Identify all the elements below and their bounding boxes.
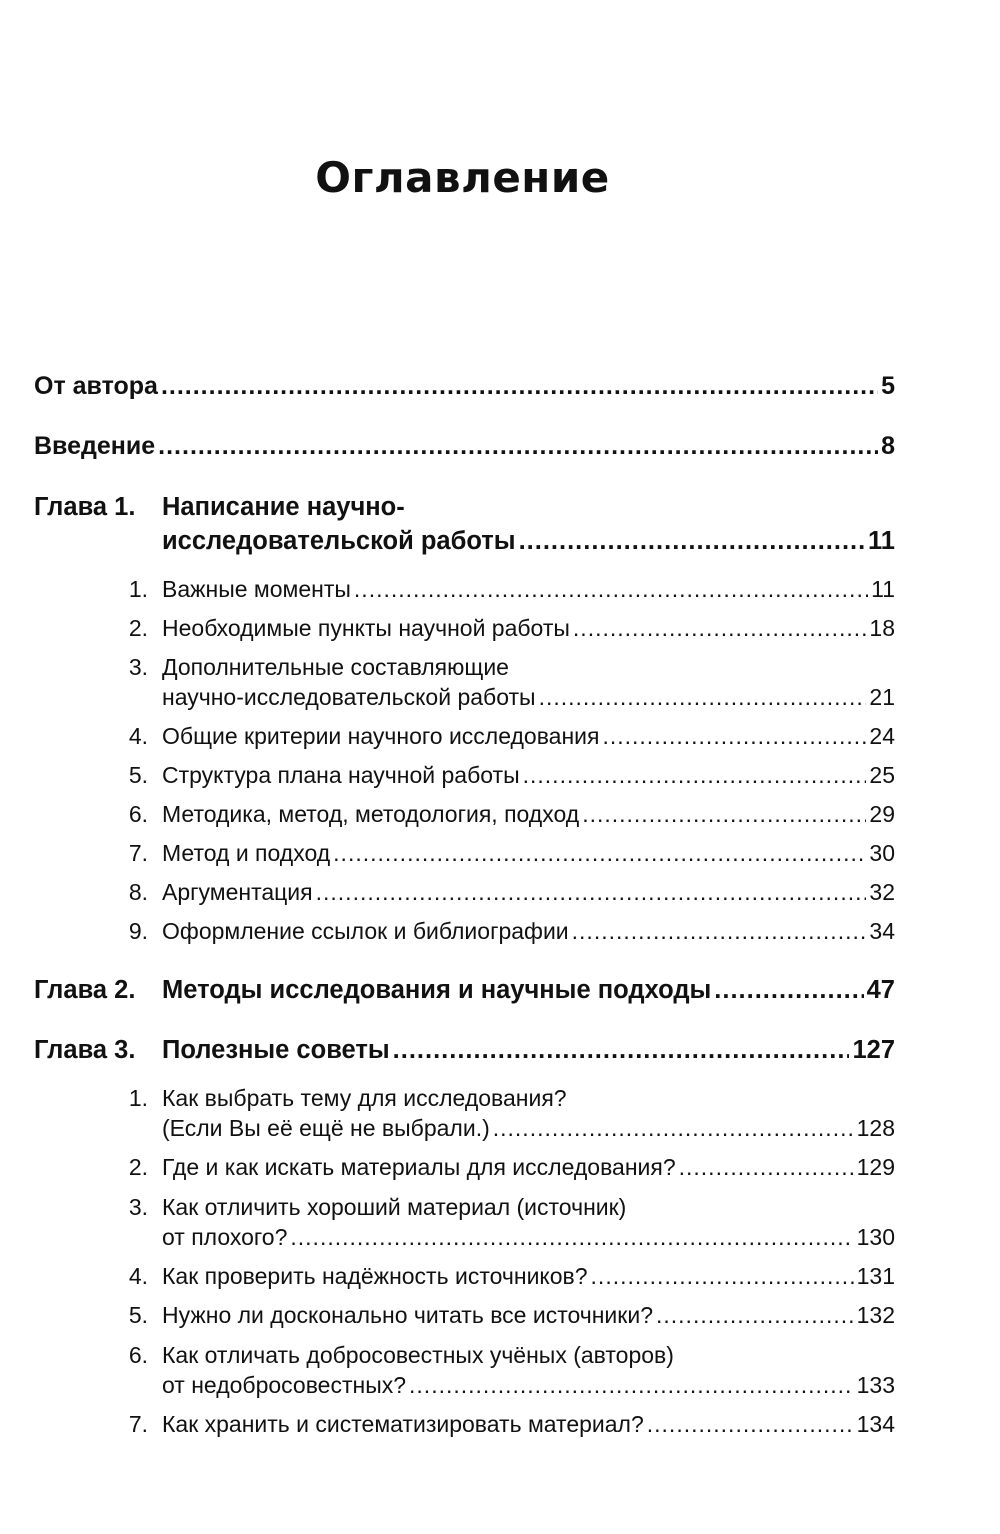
toc-chapter-2[interactable]: [34, 976, 895, 1005]
toc-page-number: 134: [856, 1411, 895, 1437]
toc-entry-title: Важные моменты: [162, 576, 351, 602]
toc-item[interactable]: [124, 762, 895, 789]
dot-leader: [393, 1036, 850, 1065]
item-number: 6.: [128, 1342, 148, 1368]
toc-page-number: 25: [869, 762, 895, 788]
dot-leader: [656, 1302, 854, 1329]
toc-item[interactable]: [124, 1263, 895, 1290]
toc-entry-title: Оформление ссылок и библиографии: [162, 918, 569, 944]
toc-page-number: 133: [856, 1372, 895, 1398]
toc-entry-title: от плохого?: [162, 1224, 288, 1250]
toc-item-line1[interactable]: [124, 1085, 895, 1112]
toc-entry-title: Методика, метод, методология, подход: [162, 801, 580, 827]
item-number: 2.: [128, 1154, 148, 1180]
toc-entry-title: Дополнительные составляющие: [162, 654, 509, 680]
item-number: 3.: [128, 1194, 148, 1220]
toc-entry-intro[interactable]: [34, 432, 895, 461]
toc-item[interactable]: [124, 918, 895, 945]
item-number: 7.: [128, 840, 148, 866]
toc-entry-title: исследовательской работы: [162, 527, 516, 555]
toc-item[interactable]: [162, 684, 895, 711]
dot-leader: [493, 1115, 854, 1142]
item-number: 9.: [128, 918, 148, 944]
page-title: Оглавление: [315, 153, 610, 202]
dot-leader: [714, 976, 863, 1005]
toc-entry-title: От автора: [34, 372, 158, 400]
toc-entry-title: Как выбрать тему для исследования?: [162, 1085, 567, 1111]
item-number: 4.: [128, 723, 148, 749]
toc-entry-title: Написание научно-: [162, 493, 405, 521]
toc-entry-title: Структура плана научной работы: [162, 762, 520, 788]
dot-leader: [572, 918, 867, 945]
item-number: 2.: [128, 615, 148, 641]
toc-entry-title: Как хранить и систематизировать материал?: [162, 1411, 644, 1437]
item-number: 1.: [128, 576, 148, 602]
toc-item[interactable]: [124, 840, 895, 867]
toc-page-number: 30: [869, 840, 895, 866]
dot-leader: [158, 432, 878, 461]
item-number: 6.: [128, 801, 148, 827]
toc-item[interactable]: [124, 723, 895, 750]
item-number: 8.: [128, 879, 148, 905]
toc-page-number: 130: [856, 1224, 895, 1250]
toc-page-number: 21: [869, 684, 895, 710]
dot-leader: [161, 372, 878, 401]
item-number: 5.: [128, 762, 148, 788]
toc-item-line1[interactable]: [124, 654, 895, 681]
toc-item[interactable]: [162, 1115, 895, 1142]
dot-leader: [539, 684, 867, 711]
toc-page-number: 24: [869, 723, 895, 749]
dot-leader: [679, 1154, 854, 1181]
dot-leader: [354, 576, 868, 603]
item-number: 7.: [128, 1411, 148, 1437]
toc-item[interactable]: [162, 1224, 895, 1251]
item-number: 1.: [128, 1085, 148, 1111]
dot-leader: [523, 762, 867, 789]
toc-page-number: 129: [856, 1154, 895, 1180]
toc-entry-title: научно-исследовательской работы: [162, 684, 536, 710]
dot-leader: [316, 879, 867, 906]
toc-entry-title: Метод и подход: [162, 840, 331, 866]
toc-item-line1[interactable]: [124, 1342, 895, 1369]
toc-page-number: 32: [869, 879, 895, 905]
toc-entry-title: Введение: [34, 432, 156, 460]
toc-page-number: 29: [869, 801, 895, 827]
toc-page-number: 34: [869, 918, 895, 944]
dot-leader: [647, 1411, 854, 1438]
toc-chapter-1-line1[interactable]: [34, 493, 895, 522]
toc-item[interactable]: [124, 879, 895, 906]
toc-page-number: 8: [881, 432, 895, 460]
dot-leader: [591, 1263, 854, 1290]
toc-item[interactable]: [124, 801, 895, 828]
dot-leader: [602, 723, 866, 750]
toc-entry-title: Общие критерии научного исследования: [162, 723, 600, 749]
toc-page-number: 5: [881, 372, 895, 400]
toc-entry-title: Как отличить хороший материал (источник): [162, 1194, 627, 1220]
toc-entry-title: Как проверить надёжность источников?: [162, 1263, 588, 1289]
item-number: 3.: [128, 654, 148, 680]
dot-leader: [333, 840, 866, 867]
toc-page-number: 11: [871, 576, 895, 602]
toc-item[interactable]: [124, 1154, 895, 1181]
chapter-label: Глава 1.: [34, 493, 136, 521]
toc-entry-title: Как отличать добросовестных учёных (авторов): [162, 1342, 674, 1368]
dot-leader: [519, 527, 865, 556]
toc-page-number: 47: [866, 976, 895, 1004]
toc-item-line1[interactable]: [124, 1194, 895, 1221]
toc-chapter-3[interactable]: [34, 1036, 895, 1065]
toc-page-number: 131: [856, 1263, 895, 1289]
toc-page-number: 132: [856, 1302, 895, 1328]
toc-item[interactable]: [124, 1302, 895, 1329]
toc-page-number: 127: [852, 1036, 895, 1064]
toc-entry-title: Нужно ли досконально читать все источники?: [162, 1302, 653, 1328]
toc-entry-title: (Если Вы её ещё не выбрали.): [162, 1115, 490, 1141]
toc-item[interactable]: [162, 1372, 895, 1399]
toc-page-number: 18: [869, 615, 895, 641]
toc-page-number: 11: [868, 527, 895, 555]
dot-leader: [290, 1224, 853, 1251]
toc-entry-author[interactable]: [34, 372, 895, 401]
toc-item[interactable]: [124, 615, 895, 642]
toc-entry-title: Аргументация: [162, 879, 313, 905]
toc-item[interactable]: [124, 576, 895, 603]
toc-entry-title: Где и как искать материалы для исследования?: [162, 1154, 676, 1180]
toc-entry-title: Полезные советы: [162, 1036, 390, 1064]
toc-page-number: 128: [856, 1115, 895, 1141]
toc-entry-title: от недобросовестных?: [162, 1372, 407, 1398]
toc-entry-title: Методы исследования и научные подходы: [162, 976, 712, 1004]
chapter-label: Глава 3.: [34, 1036, 136, 1064]
chapter-label: Глава 2.: [34, 976, 136, 1004]
dot-leader: [573, 615, 866, 642]
dot-leader: [582, 801, 866, 828]
toc-chapter-1[interactable]: [162, 527, 895, 556]
dot-leader: [409, 1372, 854, 1399]
toc-item[interactable]: [124, 1411, 895, 1438]
item-number: 5.: [128, 1302, 148, 1328]
toc-entry-title: Необходимые пункты научной работы: [162, 615, 570, 641]
item-number: 4.: [128, 1263, 148, 1289]
